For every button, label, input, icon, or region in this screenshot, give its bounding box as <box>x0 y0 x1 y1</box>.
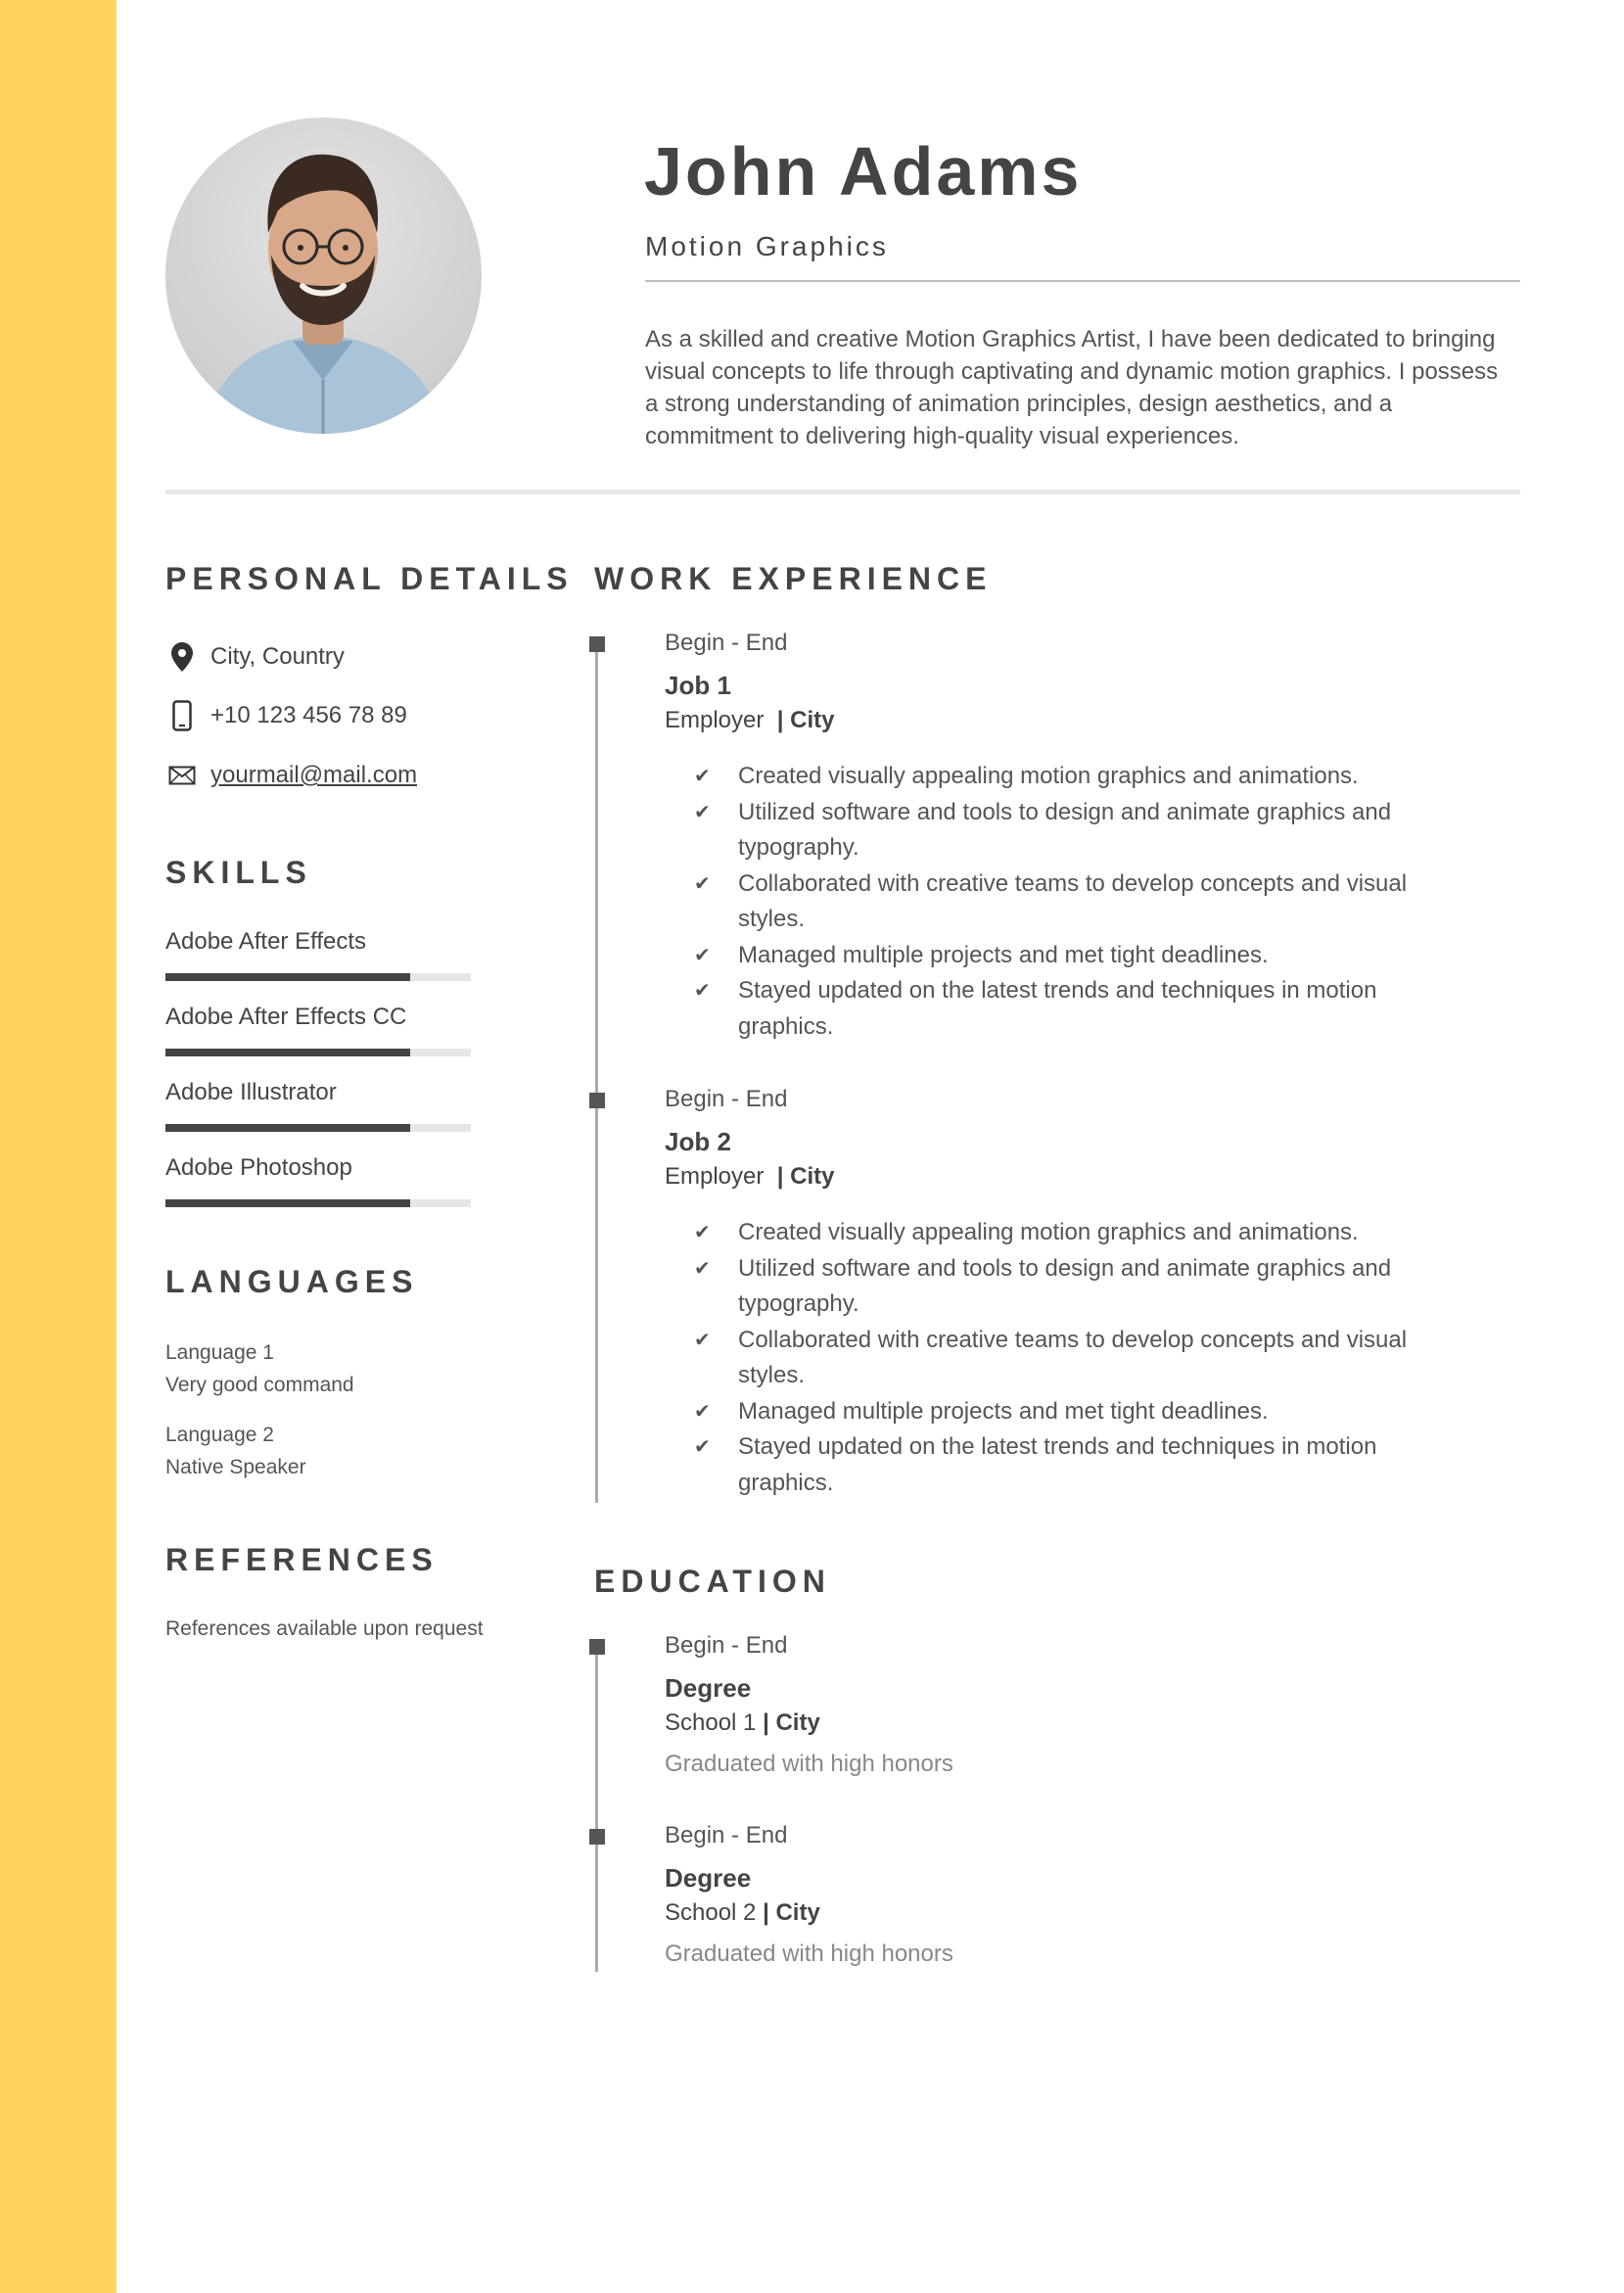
email-row <box>165 759 417 792</box>
job-bullet: ✔ Stayed updated on the latest trends and techniques in motion graphics. <box>665 1429 1453 1501</box>
phone-icon <box>165 699 199 732</box>
education-school-line: School 2 | City <box>665 1899 820 1926</box>
timeline-marker <box>589 1829 605 1845</box>
check-icon: ✔ <box>694 1257 711 1280</box>
section-divider <box>165 490 1520 494</box>
job-city: City <box>790 707 835 733</box>
language-item <box>165 1419 306 1483</box>
job-employer: Employer <box>665 1163 765 1190</box>
job-bullet: ✔ Managed multiple projects and met tight deadlines. <box>665 938 1453 974</box>
education-dates: Begin - End <box>665 1632 788 1659</box>
job-employer: Employer <box>665 707 765 733</box>
profile-summary: As a skilled and creative Motion Graphics Artist, I have been dedicated to bringing visual concepts to life through captivating and dynamic motion graphics. I possess a strong understanding of animation principles, design aesthetics, and a commitment to delivering high-quality visual experiences. <box>645 326 1499 449</box>
check-icon: ✔ <box>694 1436 711 1458</box>
skill-item <box>165 1004 471 1056</box>
email-link[interactable]: yourmail@mail.com <box>210 762 418 788</box>
check-icon: ✔ <box>694 872 711 895</box>
skill-item <box>165 928 471 981</box>
language-level: Very good command <box>165 1374 354 1396</box>
work-experience-heading: WORK EXPERIENCE <box>594 561 993 596</box>
skill-bar-track <box>165 1124 471 1132</box>
language-level: Native Speaker <box>165 1456 306 1478</box>
timeline-marker <box>589 1639 605 1655</box>
job-bullet: ✔ Stayed updated on the latest trends and techniques in motion graphics. <box>665 973 1453 1045</box>
language-name: Language 1 <box>165 1341 274 1364</box>
check-icon: ✔ <box>694 1222 711 1243</box>
languages-heading: LANGUAGES <box>165 1264 419 1299</box>
job-bullet-list <box>665 1215 1526 1501</box>
job-title: Job 2 <box>665 1127 731 1156</box>
check-icon: ✔ <box>694 766 711 787</box>
skill-label: Adobe After Effects <box>165 928 367 955</box>
candidate-name: John Adams <box>644 133 1083 210</box>
education-school: School 1 <box>665 1709 757 1736</box>
check-icon: ✔ <box>694 1400 711 1423</box>
job-bullet: ✔ Collaborated with creative teams to develop concepts and visual styles. <box>665 1323 1453 1394</box>
skill-label: Adobe Photoshop <box>165 1154 352 1181</box>
header-divider <box>645 280 1520 282</box>
skill-label: Adobe Illustrator <box>165 1079 337 1105</box>
job-title: Job 1 <box>665 671 731 700</box>
education-entry <box>665 1822 1526 1969</box>
references-heading: REFERENCES <box>165 1542 439 1577</box>
location-pin-icon <box>165 640 199 674</box>
skills-heading: SKILLS <box>165 855 312 890</box>
location-text: City, Country <box>210 643 345 670</box>
job-dates: Begin - End <box>665 630 788 656</box>
location-row <box>165 640 345 674</box>
language-item <box>165 1336 354 1401</box>
check-icon: ✔ <box>694 944 711 966</box>
work-timeline-line <box>595 636 598 1503</box>
job-dates: Begin - End <box>665 1086 788 1112</box>
education-heading: EDUCATION <box>594 1564 831 1599</box>
job-city: City <box>790 1163 835 1190</box>
skill-item <box>165 1079 471 1132</box>
timeline-marker <box>589 636 605 652</box>
job-employer-line: Employer | City <box>665 707 835 733</box>
education-entry <box>665 1632 1526 1779</box>
education-note: Graduated with high honors <box>665 1941 953 1967</box>
education-school-line: School 1 | City <box>665 1709 820 1736</box>
skill-bar-track <box>165 1199 471 1207</box>
education-note: Graduated with high honors <box>665 1751 953 1777</box>
skill-label: Adobe After Effects CC <box>165 1004 407 1030</box>
check-icon: ✔ <box>694 980 711 1002</box>
phone-text: +10 123 456 78 89 <box>210 702 407 728</box>
check-icon: ✔ <box>694 801 711 823</box>
job-bullet: ✔ Created visually appealing motion graphics and animations. <box>665 1215 1453 1251</box>
phone-row <box>165 699 407 732</box>
skill-item <box>165 1154 471 1207</box>
education-degree: Degree <box>665 1863 752 1893</box>
job-entry <box>665 1086 1526 1501</box>
job-bullet: ✔ Managed multiple projects and met tight deadlines. <box>665 1394 1453 1430</box>
timeline-marker <box>589 1093 605 1108</box>
job-bullet: ✔ Collaborated with creative teams to develop concepts and visual styles. <box>665 866 1453 938</box>
education-degree: Degree <box>665 1673 752 1703</box>
candidate-role: Motion Graphics <box>645 231 889 261</box>
mail-icon <box>165 759 199 792</box>
skill-bar-fill <box>165 1049 410 1056</box>
skill-bar-fill <box>165 1124 410 1132</box>
job-bullet: ✔ Utilized software and tools to design and animate graphics and typography. <box>665 1251 1453 1323</box>
education-timeline-line <box>595 1639 598 1972</box>
accent-side-bar <box>0 0 116 2293</box>
references-text: References available upon request <box>165 1617 484 1640</box>
job-bullet: ✔ Utilized software and tools to design and animate graphics and typography. <box>665 795 1453 866</box>
job-employer-line: Employer | City <box>665 1163 835 1190</box>
skill-bar-track <box>165 1049 471 1056</box>
job-bullet: ✔ Created visually appealing motion graphics and animations. <box>665 759 1453 795</box>
job-bullet-list <box>665 759 1526 1045</box>
education-dates: Begin - End <box>665 1822 788 1848</box>
skill-bar-track <box>165 973 471 981</box>
skill-bar-fill <box>165 973 410 981</box>
education-school: School 2 <box>665 1899 757 1926</box>
personal-details-heading: PERSONAL DETAILS <box>165 561 574 596</box>
avatar-illustration <box>165 117 482 434</box>
education-city: City <box>775 1899 820 1926</box>
education-city: City <box>775 1709 820 1736</box>
profile-photo <box>165 117 482 434</box>
check-icon: ✔ <box>694 1329 711 1351</box>
skill-bar-fill <box>165 1199 410 1207</box>
job-entry <box>665 630 1526 1045</box>
language-name: Language 2 <box>165 1424 274 1446</box>
